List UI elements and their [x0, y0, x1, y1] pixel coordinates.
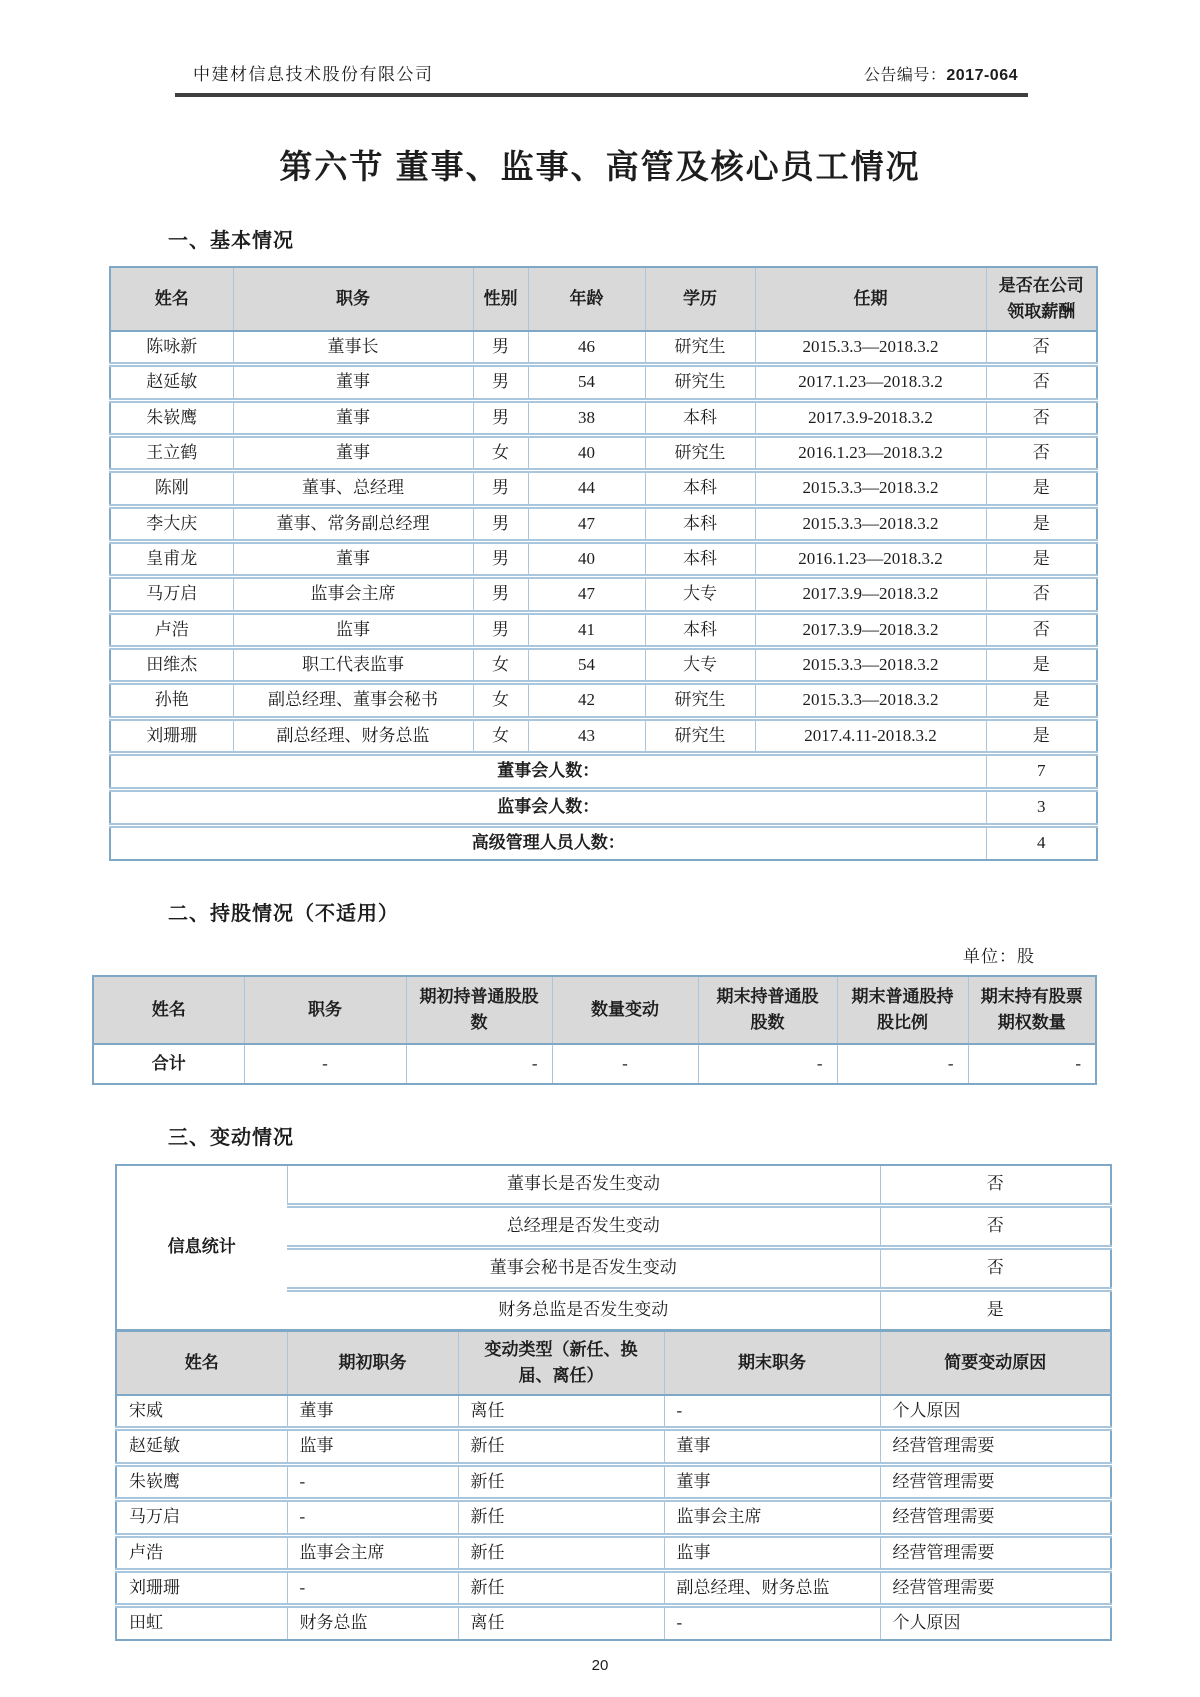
stats-answer: 否 [880, 1206, 1111, 1248]
stats-answer: 是 [880, 1290, 1111, 1331]
table-cell: 赵延敏 [116, 1429, 287, 1464]
stats-answer: 否 [880, 1248, 1111, 1290]
table-cell: 女 [473, 718, 528, 753]
table-cell: 朱嵚鹰 [110, 400, 233, 435]
table-cell: 监事会主席 [233, 577, 473, 612]
table-row [110, 683, 1097, 718]
table-cell: 否 [986, 612, 1097, 647]
table-cell: - [664, 1606, 880, 1640]
table-row [116, 1464, 1111, 1499]
summary-value: 7 [986, 754, 1097, 790]
table-cell: 职工代表监事 [233, 648, 473, 683]
column-header: 职务 [244, 976, 406, 1044]
table-cell: 男 [473, 577, 528, 612]
table-cell: 监事会主席 [287, 1535, 458, 1570]
table-row [116, 1606, 1111, 1640]
summary-row [110, 826, 1097, 861]
table-cell: 大专 [645, 577, 755, 612]
stats-question: 董事长是否发生变动 [287, 1165, 880, 1206]
table-cell: - [968, 1044, 1096, 1084]
column-header: 期末持普通股股数 [698, 976, 837, 1044]
table-cell: 2015.3.3—2018.3.2 [755, 331, 986, 365]
table-cell: 否 [986, 436, 1097, 471]
table-row [110, 400, 1097, 435]
column-header: 期末持有股票期权数量 [968, 976, 1096, 1044]
table-cell: 男 [473, 471, 528, 506]
table-cell: 董事 [664, 1429, 880, 1464]
table-cell: 李大庆 [110, 506, 233, 541]
table-cell: 否 [986, 577, 1097, 612]
table-cell: 新任 [458, 1535, 664, 1570]
column-header: 期末职务 [664, 1331, 880, 1396]
table-cell: 监事会主席 [664, 1500, 880, 1535]
table-cell: 本科 [645, 542, 755, 577]
table-cell: 本科 [645, 612, 755, 647]
table-cell: 2017.3.9-2018.3.2 [755, 400, 986, 435]
section-heading-basic-info: 一、基本情况 [168, 230, 294, 252]
table-cell: 否 [986, 365, 1097, 400]
table-cell: 女 [473, 436, 528, 471]
shareholding-table-body [93, 1044, 1096, 1084]
table-cell: 离任 [458, 1395, 664, 1429]
table-cell: 54 [528, 365, 645, 400]
table-cell: 41 [528, 612, 645, 647]
table-cell: 新任 [458, 1570, 664, 1605]
announcement-label: 公告编号： [863, 67, 947, 84]
table-cell: 42 [528, 683, 645, 718]
table-cell: 合计 [93, 1044, 244, 1084]
basic-info-summary [110, 754, 1097, 861]
table-cell: 男 [473, 331, 528, 365]
summary-value: 4 [986, 826, 1097, 861]
table-cell: 刘珊珊 [116, 1570, 287, 1605]
table-cell: 董事、总经理 [233, 471, 473, 506]
table-cell: 研究生 [645, 331, 755, 365]
table-cell: 46 [528, 331, 645, 365]
table-cell: 田虹 [116, 1606, 287, 1640]
table-cell: 男 [473, 612, 528, 647]
table-cell: 2015.3.3—2018.3.2 [755, 471, 986, 506]
table-row [93, 1044, 1096, 1084]
column-header: 姓名 [116, 1331, 287, 1396]
table-cell: 47 [528, 577, 645, 612]
table-cell: - [287, 1500, 458, 1535]
table-cell: 本科 [645, 471, 755, 506]
table-cell: 2017.1.23—2018.3.2 [755, 365, 986, 400]
table-cell: 2015.3.3—2018.3.2 [755, 506, 986, 541]
table-cell: 个人原因 [880, 1606, 1111, 1640]
table-cell: 皇甫龙 [110, 542, 233, 577]
table-cell: 经营管理需要 [880, 1429, 1111, 1464]
table-cell: 否 [986, 400, 1097, 435]
column-header: 任期 [755, 267, 986, 331]
table-cell: 卢浩 [110, 612, 233, 647]
table-cell: 研究生 [645, 718, 755, 753]
table-cell: 44 [528, 471, 645, 506]
stats-question: 董事会秘书是否发生变动 [287, 1248, 880, 1290]
column-header: 年龄 [528, 267, 645, 331]
table-cell: 董事 [233, 542, 473, 577]
table-cell: 马万启 [110, 577, 233, 612]
table-cell: 女 [473, 648, 528, 683]
table-cell: 研究生 [645, 683, 755, 718]
header-row [116, 1331, 1111, 1396]
header-row [93, 976, 1096, 1044]
table-row [116, 1395, 1111, 1429]
changes-table-body [116, 1395, 1111, 1639]
table-cell: - [837, 1044, 968, 1084]
table-cell: 董事 [287, 1395, 458, 1429]
table-cell: 47 [528, 506, 645, 541]
table-cell: 2017.3.9—2018.3.2 [755, 577, 986, 612]
table-row [110, 506, 1097, 541]
summary-row [110, 790, 1097, 826]
table-cell: 大专 [645, 648, 755, 683]
table-cell: 否 [986, 331, 1097, 365]
table-cell: 马万启 [116, 1500, 287, 1535]
table-cell: - [244, 1044, 406, 1084]
table-cell: 本科 [645, 400, 755, 435]
table-row [110, 718, 1097, 753]
table-cell: 2015.3.3—2018.3.2 [755, 648, 986, 683]
table-cell: 朱嵚鹰 [116, 1464, 287, 1499]
table-cell: 男 [473, 542, 528, 577]
table-cell: 董事 [233, 436, 473, 471]
table-row [116, 1570, 1111, 1605]
table-cell: 男 [473, 365, 528, 400]
column-header: 期初职务 [287, 1331, 458, 1396]
table-cell: 是 [986, 718, 1097, 753]
table-cell: 个人原因 [880, 1395, 1111, 1429]
table-cell: 监事 [664, 1535, 880, 1570]
table-cell: - [698, 1044, 837, 1084]
table-cell: 2016.1.23—2018.3.2 [755, 542, 986, 577]
section-heading-shareholding: 二、持股情况（不适用） [168, 903, 399, 926]
table-cell: 2015.3.3—2018.3.2 [755, 683, 986, 718]
table-cell: 陈刚 [110, 471, 233, 506]
summary-value: 3 [986, 790, 1097, 826]
table-row [110, 612, 1097, 647]
page-title: 第六节 董事、监事、高管及核心员工情况 [279, 148, 921, 185]
column-header: 数量变动 [552, 976, 698, 1044]
column-header: 期初持普通股股数 [406, 976, 552, 1044]
table-cell: - [552, 1044, 698, 1084]
table-row [110, 648, 1097, 683]
column-header: 姓名 [93, 976, 244, 1044]
table-cell: 2017.3.9—2018.3.2 [755, 612, 986, 647]
table-row [110, 471, 1097, 506]
basic-info-table [109, 266, 1098, 861]
table-cell: 孙艳 [110, 683, 233, 718]
stats-answer: 否 [880, 1165, 1111, 1206]
table-row [110, 331, 1097, 365]
table-row [110, 542, 1097, 577]
table-row [116, 1500, 1111, 1535]
table-cell: 是 [986, 648, 1097, 683]
info-stats-body [116, 1165, 1111, 1331]
table-cell: 54 [528, 648, 645, 683]
announcement-number [864, 62, 1018, 85]
table-cell: - [664, 1395, 880, 1429]
basic-info-table-body [110, 331, 1097, 754]
table-cell: 董事、常务副总经理 [233, 506, 473, 541]
table-cell: 43 [528, 718, 645, 753]
stats-question: 财务总监是否发生变动 [287, 1290, 880, 1331]
table-cell: 2016.1.23—2018.3.2 [755, 436, 986, 471]
table-cell: 是 [986, 471, 1097, 506]
table-row [110, 577, 1097, 612]
table-cell: 王立鹤 [110, 436, 233, 471]
table-cell: 研究生 [645, 436, 755, 471]
table-cell: 监事 [287, 1429, 458, 1464]
table-cell: 经营管理需要 [880, 1570, 1111, 1605]
table-cell: 是 [986, 542, 1097, 577]
shareholding-table-head [93, 976, 1096, 1044]
summary-label: 高级管理人员人数： [110, 826, 986, 861]
table-cell: 男 [473, 506, 528, 541]
stats-row [116, 1165, 1111, 1206]
table-cell: 是 [986, 506, 1097, 541]
table-cell: 宋威 [116, 1395, 287, 1429]
summary-label: 董事会人数： [110, 754, 986, 790]
table-cell: - [287, 1464, 458, 1499]
table-cell: 刘珊珊 [110, 718, 233, 753]
table-cell: 女 [473, 683, 528, 718]
table-cell: 是 [986, 683, 1097, 718]
table-cell: 监事 [233, 612, 473, 647]
table-cell: 经营管理需要 [880, 1464, 1111, 1499]
table-cell: 董事 [233, 400, 473, 435]
announcement-no-value: 2017-064 [946, 67, 1018, 84]
shareholding-table [92, 975, 1097, 1085]
document-header [175, 0, 1028, 97]
table-cell: - [406, 1044, 552, 1084]
table-cell: 经营管理需要 [880, 1535, 1111, 1570]
table-cell: 新任 [458, 1500, 664, 1535]
table-cell: 财务总监 [287, 1606, 458, 1640]
table-cell: 研究生 [645, 365, 755, 400]
table-cell: 田维杰 [110, 648, 233, 683]
table-cell: 赵延敏 [110, 365, 233, 400]
table-cell: 副总经理、财务总监 [664, 1570, 880, 1605]
table-cell: 卢浩 [116, 1535, 287, 1570]
table-cell: 新任 [458, 1464, 664, 1499]
column-header: 性别 [473, 267, 528, 331]
table-cell: 董事长 [233, 331, 473, 365]
column-header: 简要变动原因 [880, 1331, 1111, 1396]
table-cell: 40 [528, 542, 645, 577]
column-header: 变动类型（新任、换届、离任） [458, 1331, 664, 1396]
changes-table [115, 1164, 1112, 1640]
header-row [110, 267, 1097, 331]
table-row [116, 1429, 1111, 1464]
table-cell: 董事 [233, 365, 473, 400]
column-header: 学历 [645, 267, 755, 331]
stats-group-label: 信息统计 [116, 1165, 287, 1331]
table-row [110, 365, 1097, 400]
table-cell: 经营管理需要 [880, 1500, 1111, 1535]
table-cell: 陈咏新 [110, 331, 233, 365]
unit-label: 单位：股 [963, 947, 1035, 967]
section-heading-changes: 三、变动情况 [168, 1127, 294, 1150]
table-row [110, 436, 1097, 471]
table-cell: 新任 [458, 1429, 664, 1464]
table-cell: 副总经理、财务总监 [233, 718, 473, 753]
table-cell: 本科 [645, 506, 755, 541]
table-cell: 38 [528, 400, 645, 435]
table-row [116, 1535, 1111, 1570]
table-cell: 董事 [664, 1464, 880, 1499]
table-cell: 副总经理、董事会秘书 [233, 683, 473, 718]
stats-question: 总经理是否发生变动 [287, 1206, 880, 1248]
basic-info-table-head [110, 267, 1097, 331]
column-header: 是否在公司领取薪酬 [986, 267, 1097, 331]
summary-label: 监事会人数： [110, 790, 986, 826]
column-header: 职务 [233, 267, 473, 331]
company-name: 中建材信息技术股份有限公司 [193, 65, 434, 84]
table-cell: 40 [528, 436, 645, 471]
column-header: 期末普通股持股比例 [837, 976, 968, 1044]
table-cell: - [287, 1570, 458, 1605]
table-cell: 离任 [458, 1606, 664, 1640]
page-number: 20 [591, 1656, 609, 1674]
column-header: 姓名 [110, 267, 233, 331]
table-cell: 2017.4.11-2018.3.2 [755, 718, 986, 753]
summary-row [110, 754, 1097, 790]
table-cell: 男 [473, 400, 528, 435]
